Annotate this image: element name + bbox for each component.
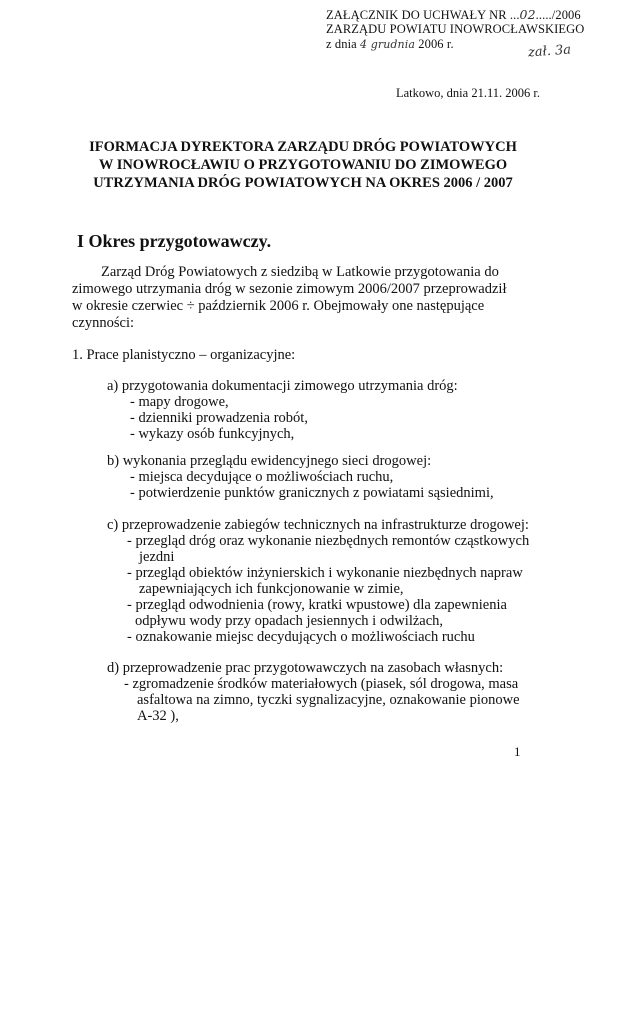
item-b-heading: b) wykonania przeglądu ewidencyjnego sieci drogowej: <box>107 453 432 469</box>
item-a-line-3: - wykazy osób funkcyjnych, <box>130 426 295 442</box>
annex-header-line1 <box>326 7 581 23</box>
date-suffix: 2006 r. <box>415 37 454 51</box>
annex-header-line2: ZARZĄDU POWIATU INOWROCŁAWSKIEGO <box>326 22 585 36</box>
title-line-1: IFORMACJA DYREKTORA ZARZĄDU DRÓG POWIATOWYCH <box>89 139 517 155</box>
page-number: 1 <box>514 744 521 759</box>
item-c-line-3: - przegląd obiektów inżynierskich i wykonanie niezbędnych napraw <box>127 565 523 581</box>
item-d-line-2: asfaltowa na zimno, tyczki sygnalizacyjne, oznakowanie pionowe <box>137 692 520 708</box>
date-prefix: z dnia <box>326 37 361 51</box>
item-c-line-5: - przegląd odwodnienia (rowy, kratki wpustowe) dla zapewnienia <box>127 597 507 613</box>
item-d-line-3: A-32 ), <box>137 708 179 724</box>
annex-header-line3 <box>326 37 454 52</box>
item-a-heading: a) przygotowania dokumentacji zimowego utrzymania dróg: <box>107 378 458 394</box>
point-1-heading: 1. Prace planistyczno – organizacyjne: <box>72 347 296 363</box>
handwritten-resolution-number: 02 <box>519 7 536 22</box>
item-c-line-7: - oznakowanie miejsc decydujących o możliwościach ruchu <box>127 629 475 645</box>
item-c-line-6: odpływu wody przy opadach jesiennych i odwilżach, <box>135 613 444 629</box>
item-a-line-1: - mapy drogowe, <box>130 394 229 410</box>
document-title <box>63 138 543 192</box>
intro-line-2: zimowego utrzymania dróg w sezonie zimowym 2006/2007 przeprowadził <box>72 281 507 297</box>
intro-line-3: w okresie czerwiec ÷ październik 2006 r. Obejmowały one następujące <box>72 298 485 314</box>
item-b-line-1: - miejsca decydujące o możliwościach ruchu, <box>130 469 394 485</box>
place-date: Latkowo, dnia 21.11. 2006 r. <box>396 86 540 100</box>
intro-line-1: Zarząd Dróg Powiatowych z siedzibą w Latkowie przygotowania do <box>101 264 499 280</box>
item-c-heading: c) przeprowadzenie zabiegów technicznych na infrastrukturze drogowej: <box>107 517 529 533</box>
handwritten-date: 4 grudnia <box>360 38 416 51</box>
annex-suffix: ...../2006 <box>535 8 581 22</box>
title-line-2: W INOWROCŁAWIU O PRZYGOTOWANIU DO ZIMOWEGO <box>98 157 508 173</box>
item-b-line-2: - potwierdzenie punktów granicznych z powiatami sąsiednimi, <box>130 485 494 501</box>
item-d-line-1: - zgromadzenie środków materiałowych (piasek, sól drogowa, masa <box>124 676 519 692</box>
annex-prefix: ZAŁĄCZNIK DO UCHWAŁY NR ... <box>326 8 520 22</box>
item-a-line-2: - dzienniki prowadzenia robót, <box>130 410 308 426</box>
item-d-heading: d) przeprowadzenie prac przygotowawczych na zasobach własnych: <box>107 660 504 676</box>
item-c-line-4: zapewniających ich funkcjonowanie w zimie, <box>139 581 404 597</box>
intro-line-4: czynności: <box>72 315 135 331</box>
title-line-3: UTRZYMANIA DRÓG POWIATOWYCH NA OKRES 2006 / 2007 <box>93 175 513 191</box>
item-c-line-1: - przegląd dróg oraz wykonanie niezbędnych remontów cząstkowych <box>127 533 530 549</box>
item-c-line-2: jezdni <box>139 549 175 565</box>
section-heading: I Okres przygotowawczy. <box>77 231 272 251</box>
handwritten-signature: zał. 3a <box>527 42 572 61</box>
